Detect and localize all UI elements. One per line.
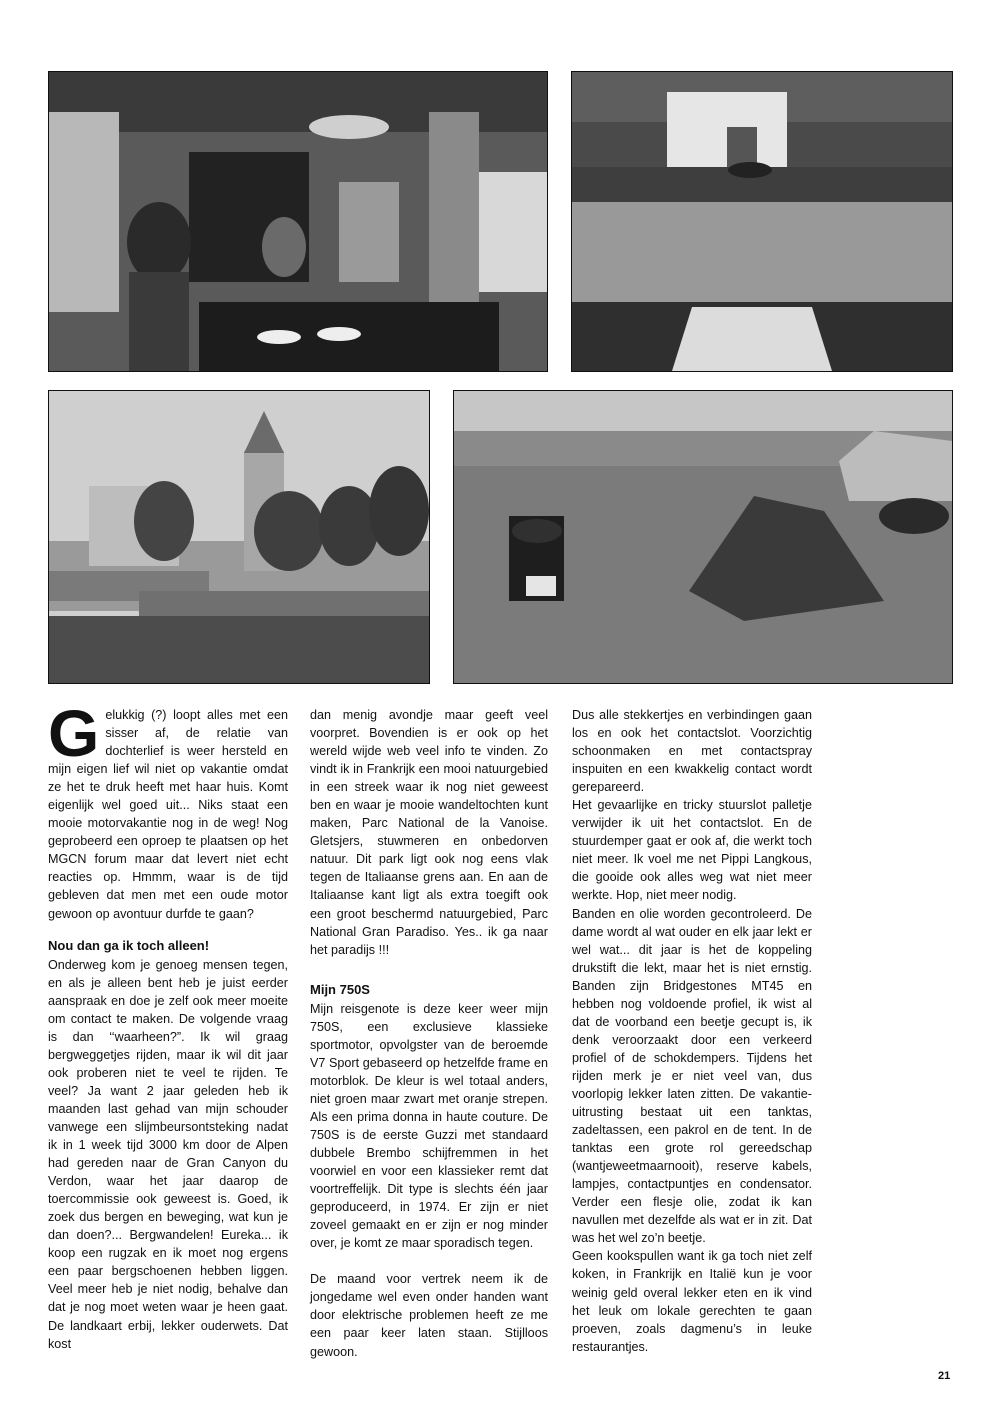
body-paragraph: Geen kookspullen want ik ga toch niet zelf koken, in Frankrijk en Italië kun je voor weinig geld overal lekker eten en ik vind het leuk om lokale gerechten te gaan proeven, zoals dagmenu’s in leuke restaurantjes. [572,1249,812,1354]
section-heading-alone: Nou dan ga ik toch alleen! [48,937,210,953]
body-paragraph: Dus alle stekkertjes en verbindingen gaan los en ook het contactslot. Voorzichtig schoonmaken en met contactspray inspuiten en een kwakkelig contact wordt gerepareerd. [572,708,812,795]
body-paragraph: dan menig avondje maar geeft veel voorpret. Bovendien is er ook op het wereld wijde web veel info te vinden. Zo vindt ik in Frankrijk een mooi natuurgebied in een streek waar ik nog niet geweest ben en waar je mooie wandeltochten kunt maken, Parc National de la Vanoise. Gletsjers, stuwmeren en onbedorven natuur. Dit park ligt ook nog eens vlak tegen de Italiaanse grens aan. En aan de Italiaanse kant ligt als extra toegift ook een groot beschermd natuurgebied, Parc National Gran Paradiso. Yes.. ik ga naar het paradijs !!! [310,708,548,957]
intro-text: elukkig (?) loopt alles met een sisser af, de relatie van dochterlief is weer hersteld en mijn eigen lief wil niet op vakantie omdat ze het te druk heeft met haar huis. Komt eigenlijk wel goed uit... Niks staat een mooie motorvakantie nog in de weg! Nog geprobeerd een oproep te plaatsen op het MGCN forum maar dat levert niet echt reacties op. Hmmm, waar is de tijd gebleven dat men met een oude motor gewoon op avontuur durfde te gaan? [48,708,288,921]
monument-with-motorcycle-photo [571,71,953,372]
article-column-1 [48,696,288,1353]
body-paragraph: De maand voor vertrek neem ik de jongedame wel even onder handen want door elektrische problemen heeft ze me een paar keer laten staan. Stijlloos gewoon. [310,1272,548,1359]
campsite-tent-motorcycle-photo [453,390,953,684]
body-paragraph: Onderweg kom je genoeg mensen tegen, en als je alleen bent heb je juist eerder aanspraak en doe je zelf ook meer moeite om contact te maken. De volgende vraag is dan ‘‘waarheen?”. Ik wil graag bergweggetjes rijden, maar ik wil dit jaar ook proberen niet te veel te rijden. Te veel? Ja want 2 jaar geleden heb ik maanden last gehad van mijn schouder vanwege een slijmbeursontsteking nadat ik in 1 week tijd 3000 km door de Alpen had gereden naar de Gran Canyon du Verdon, waar het jaar daarop de toercommissie ook geweest is. Goed, ik zoek dus bergen en beweging, wat kun je dan doen?... Bergwandelen! Eureka... ik koop een rugzak en ik moet nog ergens een paar bergschoenen hebben liggen. Veel meer heb je niet nodig, behalve dan dat je nog moet weten waar je heen gaat. De landkaart erbij, lekker ouderwets. Dat kost [48,957,288,1351]
article-column-2 [310,706,548,1361]
drop-cap: G [48,696,100,770]
body-paragraph: Mijn reisgenote is deze keer weer mijn 750S, een exclusieve klassieke sportmotor, opvolgster van de beroemde V7 Sport gebaseerd op hetzelfde frame en motorblok. De kleur is wel totaal anders, niet groen maar zwart met oranje strepen. Als een prima donna in haute couture. De 750S is de eerste Guzzi met standaard dubbele Brembo schijfremmen in het voorwiel en voor een klassieker remt dat voortreffelijk. Dit type is slechts één jaar geproduceerd, in 1974. Er zijn er niet zoveel gemaakt en er zijn er nog minder over, je komt ze maar sporadisch tegen. [310,1001,548,1251]
body-paragraph: Banden en olie worden gecontroleerd. De dame wordt al wat ouder en elk jaar lekt er wel wat... dit jaar is het de koppeling drukstift die lekt, maar het is niet ernstig. Banden zijn Bridgestones MT45 en hebben nog voldoende profiel, ik wist al dat de voorband een beetje gecupt is, ik denk veroorzaakt door een verkeerd profiel of de schokdempers. Tijdens het rijden merk je er niet veel van, dus voorlopig lekker laten zitten. De vakantie-uitrusting bestaat uit een tanktas, zadeltassen, een pakrol en de tent. In de tanktas een grote rol gereedschap (wantjeweetmaarnooit), reserve kabels, lampjes, contactpuntjes en condensator. Verder een flesje olie, zodat ik kan navullen met dezelfde als wat er in zit. Dat was het wel zo’n beetje. [572,906,812,1246]
village-church-river-photo [48,390,430,684]
article-column-3 [572,706,812,1356]
body-paragraph: Het gevaarlijke en tricky stuurslot palletje verwijder ik uit het contactslot. En de stuurdemper gaat er ook af, die werkt toch niet meer. Ik voel me net Pippi Langkous, die gooide ook alles weg wat niet meer werkte. Hop, niet meer nodig. [572,798,812,903]
cafe-bar-interior-photo [48,71,548,372]
intro-paragraph [48,696,288,923]
page-number: 21 [938,1370,951,1382]
section-heading-750s: Mijn 750S [310,981,370,997]
